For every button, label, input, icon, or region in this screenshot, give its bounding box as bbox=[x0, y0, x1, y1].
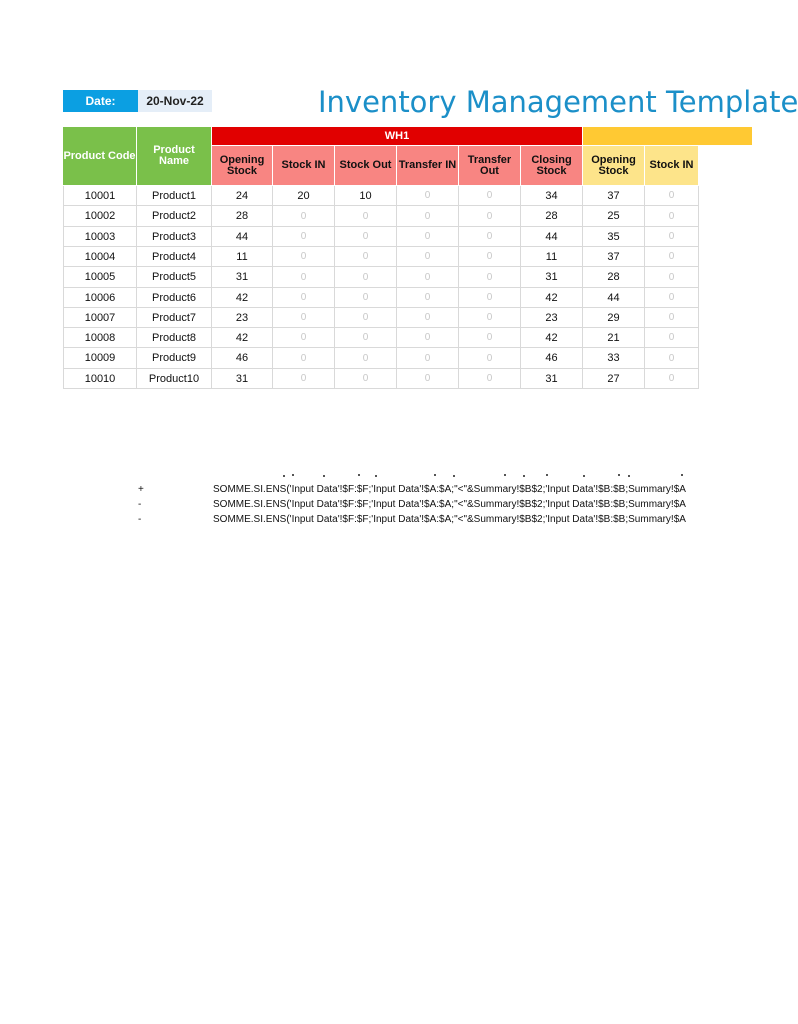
table-cell-wh2-stock-in[interactable]: 0 bbox=[645, 308, 699, 328]
column-header-stock-in: Stock IN bbox=[273, 146, 335, 186]
wh2-band bbox=[583, 127, 753, 146]
table-cell-stock-out[interactable]: 0 bbox=[335, 206, 397, 227]
table-cell-wh2-stock-in[interactable]: 0 bbox=[645, 288, 699, 308]
table-cell-stock-in[interactable]: 0 bbox=[273, 206, 335, 227]
table-cell-product-code[interactable]: 10006 bbox=[63, 288, 137, 308]
table-cell-stock-in[interactable]: 0 bbox=[273, 348, 335, 369]
table-cell-closing-stock[interactable]: 11 bbox=[521, 247, 583, 267]
table-cell-transfer-in[interactable]: 0 bbox=[397, 267, 459, 288]
table-cell-stock-in[interactable]: 0 bbox=[273, 328, 335, 348]
table-cell-product-code[interactable]: 10010 bbox=[63, 369, 137, 389]
table-cell-product-name[interactable]: Product2 bbox=[137, 206, 212, 227]
table-cell-wh2-stock-in[interactable]: 0 bbox=[645, 206, 699, 227]
formula-sign: + bbox=[138, 484, 144, 495]
table-cell-product-code[interactable]: 10005 bbox=[63, 267, 137, 288]
table-cell-closing-stock[interactable]: 34 bbox=[521, 186, 583, 206]
formula-sign: - bbox=[138, 499, 142, 510]
table-cell-product-name[interactable]: Product7 bbox=[137, 308, 212, 328]
table-cell-transfer-out[interactable]: 0 bbox=[459, 227, 521, 247]
column-header-wh2-opening-stock: Opening Stock bbox=[583, 146, 645, 186]
table-cell-product-code[interactable]: 10004 bbox=[63, 247, 137, 267]
clipped-formula-line bbox=[283, 464, 699, 468]
table-cell-closing-stock[interactable]: 42 bbox=[521, 328, 583, 348]
table-cell-transfer-in[interactable]: 0 bbox=[397, 348, 459, 369]
date-label: Date: bbox=[63, 90, 138, 112]
formula-text[interactable]: SOMME.SI.ENS('Input Data'!$F:$F;'Input Data'!$A:$A;"<"&Summary!$B$2;'Input Data'!$B:$B;Summary!$A bbox=[213, 499, 686, 510]
table-cell-transfer-in[interactable]: 0 bbox=[397, 186, 459, 206]
table-cell-wh2-opening-stock[interactable]: 21 bbox=[583, 328, 645, 348]
column-header-wh2-stock-in: Stock IN bbox=[645, 146, 699, 186]
table-cell-product-code[interactable]: 10003 bbox=[63, 227, 137, 247]
table-cell-stock-in[interactable]: 0 bbox=[273, 267, 335, 288]
table-cell-transfer-in[interactable]: 0 bbox=[397, 206, 459, 227]
table-cell-product-code[interactable]: 10008 bbox=[63, 328, 137, 348]
table-cell-closing-stock[interactable]: 23 bbox=[521, 308, 583, 328]
table-cell-transfer-out[interactable]: 0 bbox=[459, 206, 521, 227]
table-cell-closing-stock[interactable]: 31 bbox=[521, 369, 583, 389]
table-cell-opening-stock[interactable]: 24 bbox=[212, 186, 273, 206]
table-cell-product-name[interactable]: Product6 bbox=[137, 288, 212, 308]
table-cell-product-name[interactable]: Product9 bbox=[137, 348, 212, 369]
table-cell-opening-stock[interactable]: 28 bbox=[212, 206, 273, 227]
table-cell-stock-out[interactable]: 0 bbox=[335, 308, 397, 328]
table-cell-closing-stock[interactable]: 42 bbox=[521, 288, 583, 308]
table-cell-wh2-stock-in[interactable]: 0 bbox=[645, 227, 699, 247]
table-cell-stock-out[interactable]: 0 bbox=[335, 369, 397, 389]
table-cell-transfer-out[interactable]: 0 bbox=[459, 267, 521, 288]
column-header-closing-stock: Closing Stock bbox=[521, 146, 583, 186]
table-cell-transfer-out[interactable]: 0 bbox=[459, 288, 521, 308]
column-header-opening-stock: Opening Stock bbox=[212, 146, 273, 186]
table-cell-wh2-stock-in[interactable]: 0 bbox=[645, 348, 699, 369]
table-cell-transfer-out[interactable]: 0 bbox=[459, 348, 521, 369]
table-cell-transfer-in[interactable]: 0 bbox=[397, 227, 459, 247]
table-cell-transfer-out[interactable]: 0 bbox=[459, 186, 521, 206]
table-cell-stock-in[interactable]: 0 bbox=[273, 308, 335, 328]
table-cell-stock-out[interactable]: 10 bbox=[335, 186, 397, 206]
table-cell-product-code[interactable]: 10009 bbox=[63, 348, 137, 369]
column-header-transfer-out: Transfer Out bbox=[459, 146, 521, 186]
table-cell-stock-out[interactable]: 0 bbox=[335, 267, 397, 288]
table-cell-wh2-opening-stock[interactable]: 29 bbox=[583, 308, 645, 328]
column-header-product-code: Product Code bbox=[63, 127, 137, 186]
table-cell-transfer-in[interactable]: 0 bbox=[397, 328, 459, 348]
table-cell-wh2-stock-in[interactable]: 0 bbox=[645, 328, 699, 348]
table-cell-wh2-opening-stock[interactable]: 44 bbox=[583, 288, 645, 308]
table-cell-transfer-in[interactable]: 0 bbox=[397, 247, 459, 267]
table-cell-stock-out[interactable]: 0 bbox=[335, 288, 397, 308]
table-cell-opening-stock[interactable]: 31 bbox=[212, 369, 273, 389]
table-cell-opening-stock[interactable]: 11 bbox=[212, 247, 273, 267]
table-cell-opening-stock[interactable]: 31 bbox=[212, 267, 273, 288]
table-cell-product-name[interactable]: Product3 bbox=[137, 227, 212, 247]
table-cell-wh2-opening-stock[interactable]: 37 bbox=[583, 186, 645, 206]
table-cell-stock-in[interactable]: 0 bbox=[273, 369, 335, 389]
table-cell-stock-out[interactable]: 0 bbox=[335, 328, 397, 348]
table-cell-stock-in[interactable]: 0 bbox=[273, 288, 335, 308]
table-cell-wh2-stock-in[interactable]: 0 bbox=[645, 267, 699, 288]
table-cell-product-code[interactable]: 10002 bbox=[63, 206, 137, 227]
column-header-transfer-in: Transfer IN bbox=[397, 146, 459, 186]
title-container bbox=[318, 83, 798, 121]
table-cell-stock-out[interactable]: 0 bbox=[335, 348, 397, 369]
table-cell-opening-stock[interactable]: 42 bbox=[212, 288, 273, 308]
table-cell-transfer-in[interactable]: 0 bbox=[397, 308, 459, 328]
table-cell-stock-in[interactable]: 20 bbox=[273, 186, 335, 206]
formula-sign: - bbox=[138, 514, 142, 525]
table-cell-stock-out[interactable]: 0 bbox=[335, 247, 397, 267]
table-cell-closing-stock[interactable]: 31 bbox=[521, 267, 583, 288]
wh1-band: WH1 bbox=[212, 127, 583, 146]
table-cell-wh2-opening-stock[interactable]: 27 bbox=[583, 369, 645, 389]
table-cell-stock-in[interactable]: 0 bbox=[273, 227, 335, 247]
table-cell-product-name[interactable]: Product4 bbox=[137, 247, 212, 267]
table-cell-product-name[interactable]: Product10 bbox=[137, 369, 212, 389]
table-cell-opening-stock[interactable]: 42 bbox=[212, 328, 273, 348]
page-title: Inventory Management Template bbox=[318, 85, 798, 119]
table-cell-closing-stock[interactable]: 28 bbox=[521, 206, 583, 227]
date-value[interactable]: 20-Nov-22 bbox=[138, 90, 212, 112]
table-cell-wh2-stock-in[interactable]: 0 bbox=[645, 369, 699, 389]
table-cell-wh2-opening-stock[interactable]: 25 bbox=[583, 206, 645, 227]
table-cell-stock-in[interactable]: 0 bbox=[273, 247, 335, 267]
table-cell-product-name[interactable]: Product5 bbox=[137, 267, 212, 288]
table-cell-transfer-out[interactable]: 0 bbox=[459, 328, 521, 348]
table-cell-product-name[interactable]: Product1 bbox=[137, 186, 212, 206]
table-cell-wh2-opening-stock[interactable]: 37 bbox=[583, 247, 645, 267]
table-cell-transfer-out[interactable]: 0 bbox=[459, 247, 521, 267]
formula-text[interactable]: SOMME.SI.ENS('Input Data'!$F:$F;'Input Data'!$A:$A;"<"&Summary!$B$2;'Input Data'!$B:$B;Summary!$A bbox=[213, 514, 686, 525]
table-cell-opening-stock[interactable]: 44 bbox=[212, 227, 273, 247]
table-cell-transfer-out[interactable]: 0 bbox=[459, 369, 521, 389]
table-cell-closing-stock[interactable]: 46 bbox=[521, 348, 583, 369]
table-cell-wh2-stock-in[interactable]: 0 bbox=[645, 186, 699, 206]
table-cell-wh2-opening-stock[interactable]: 28 bbox=[583, 267, 645, 288]
formula-text[interactable]: SOMME.SI.ENS('Input Data'!$F:$F;'Input Data'!$A:$A;"<"&Summary!$B$2;'Input Data'!$B:$B;Summary!$A bbox=[213, 484, 686, 495]
table-cell-transfer-out[interactable]: 0 bbox=[459, 308, 521, 328]
column-header-product-name: Product Name bbox=[137, 127, 212, 186]
table-cell-wh2-stock-in[interactable]: 0 bbox=[645, 247, 699, 267]
table-cell-product-code[interactable]: 10007 bbox=[63, 308, 137, 328]
table-cell-transfer-in[interactable]: 0 bbox=[397, 288, 459, 308]
table-cell-stock-out[interactable]: 0 bbox=[335, 227, 397, 247]
table-cell-wh2-opening-stock[interactable]: 33 bbox=[583, 348, 645, 369]
column-header-stock-out: Stock Out bbox=[335, 146, 397, 186]
table-cell-closing-stock[interactable]: 44 bbox=[521, 227, 583, 247]
table-cell-wh2-opening-stock[interactable]: 35 bbox=[583, 227, 645, 247]
table-cell-opening-stock[interactable]: 23 bbox=[212, 308, 273, 328]
table-cell-opening-stock[interactable]: 46 bbox=[212, 348, 273, 369]
table-cell-transfer-in[interactable]: 0 bbox=[397, 369, 459, 389]
table-cell-product-code[interactable]: 10001 bbox=[63, 186, 137, 206]
table-cell-product-name[interactable]: Product8 bbox=[137, 328, 212, 348]
